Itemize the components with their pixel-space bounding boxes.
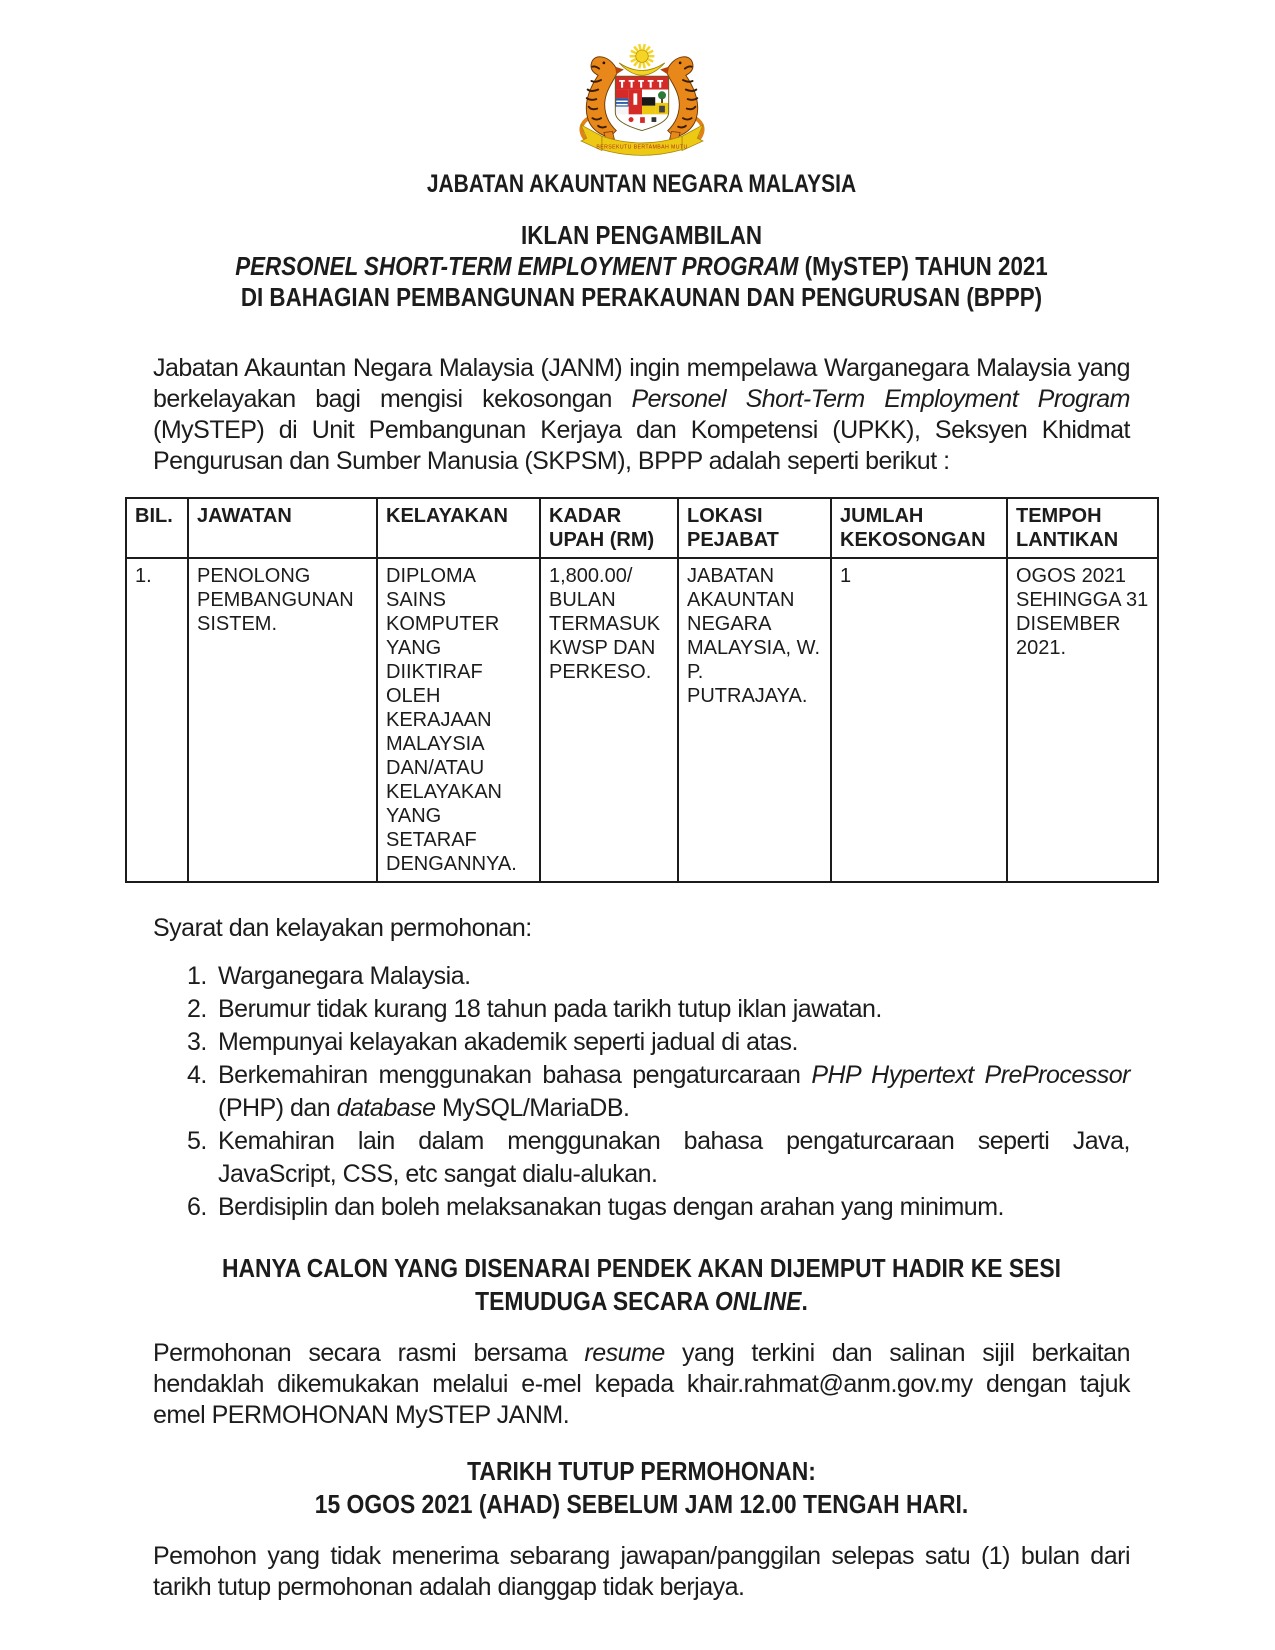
col-header-kelayakan: KELAYAKAN bbox=[377, 498, 540, 558]
sun-icon bbox=[635, 50, 647, 62]
cell-bil: 1. bbox=[126, 558, 188, 882]
application-paragraph: Permohonan secara rasmi bersama resume yang terkini dan salinan sijil berkaitan hendaklah dikemukakan melalui e-mel kepada khair.rahmat@anm.gov.my dengan tajuk emel PERMOHONAN MySTEP JANM. bbox=[153, 1339, 1130, 1429]
list-item bbox=[153, 1026, 1130, 1059]
list-item-number: 6. bbox=[187, 1193, 207, 1221]
motto-text: BERSEKUTU BERTAMBAH MUTU bbox=[595, 144, 688, 151]
list-item-number: 3. bbox=[187, 1028, 207, 1056]
shortlist-note bbox=[153, 1252, 1130, 1318]
deadline-line-1: TARIKH TUTUP PERMOHONAN: bbox=[467, 1456, 816, 1486]
cell-jumlah: 1 bbox=[831, 558, 1007, 882]
list-item-text: Berumur tidak kurang 18 tahun pada tarikh tutup iklan jawatan. bbox=[218, 995, 882, 1023]
list-item bbox=[153, 960, 1130, 993]
vacancy-table bbox=[125, 497, 1159, 883]
cell-tempoh: OGOS 2021 SEHINGGA 31 DISEMBER 2021. bbox=[1007, 558, 1158, 882]
list-item bbox=[153, 993, 1130, 1026]
col-header-kadar-upah: KADAR UPAH (RM) bbox=[540, 498, 678, 558]
list-item-number: 2. bbox=[187, 995, 207, 1023]
requirements-list bbox=[153, 960, 1130, 1224]
title-line-3: DI BAHAGIAN PEMBANGUNAN PERAKAUNAN DAN PENGURUSAN (BPPP) bbox=[240, 282, 1043, 312]
shortlist-note-line-1: HANYA CALON YANG DISENARAI PENDEK AKAN DIJEMPUT HADIR KE SESI bbox=[221, 1253, 1062, 1283]
title-block bbox=[153, 220, 1130, 313]
col-header-bil: BIL. bbox=[126, 498, 188, 558]
table-row bbox=[126, 558, 1158, 882]
list-item-number: 5. bbox=[187, 1127, 207, 1155]
cell-kadar-upah: 1,800.00/ BULAN TERMASUK KWSP DAN PERKESO. bbox=[540, 558, 678, 882]
list-item-text: Mempunyai kelayakan akademik seperti jadual di atas. bbox=[218, 1028, 798, 1056]
cell-lokasi: JABATAN AKAUNTAN NEGARA MALAYSIA, W. P. PUTRAJAYA. bbox=[678, 558, 831, 882]
col-header-jawatan: JAWATAN bbox=[188, 498, 377, 558]
list-item bbox=[153, 1125, 1130, 1191]
crescent-icon bbox=[619, 63, 665, 75]
list-item-text: Kemahiran lain dalam menggunakan bahasa pengaturcaraan seperti Java, JavaScript, CSS, etc sangat dialu-alukan. bbox=[218, 1127, 1130, 1188]
title-line-1: IKLAN PENGAMBILAN bbox=[521, 220, 762, 250]
col-header-tempoh: TEMPOH LANTIKAN bbox=[1007, 498, 1158, 558]
col-header-jumlah: JUMLAH KEKOSONGAN bbox=[831, 498, 1007, 558]
malaysia-coat-of-arms-icon bbox=[556, 40, 728, 162]
list-item-text: Warganegara Malaysia. bbox=[218, 962, 471, 990]
org-name: JABATAN AKAUNTAN NEGARA MALAYSIA bbox=[426, 170, 857, 198]
list-item-text: Berdisiplin dan boleh melaksanakan tugas dengan arahan yang minimum. bbox=[218, 1193, 1004, 1221]
list-item-number: 4. bbox=[187, 1061, 207, 1089]
emblem-container bbox=[153, 40, 1130, 167]
table-header-row bbox=[126, 498, 1158, 558]
list-item bbox=[153, 1059, 1130, 1125]
cell-kelayakan: DIPLOMA SAINS KOMPUTER YANG DIIKTIRAF OLEH KERAJAAN MALAYSIA DAN/ATAU KELAYAKAN YANG SETARAF DENGANNYA. bbox=[377, 558, 540, 882]
requirements-heading: Syarat dan kelayakan permohonan: bbox=[153, 914, 532, 942]
list-item-number: 1. bbox=[187, 962, 207, 990]
intro-paragraph: Jabatan Akauntan Negara Malaysia (JANM) ingin mempelawa Warganegara Malaysia yang berkelayakan bagi mengisi kekosongan Personel Short-Term Employment Program (MySTEP) di Unit Pembangunan Kerjaya dan Kompetensi (UPKK), Seksyen Khidmat Pengurusan dan Sumber Manusia (SKPSM), BPPP adalah seperti berikut : bbox=[153, 354, 1131, 475]
col-header-lokasi: LOKASI PEJABAT bbox=[678, 498, 831, 558]
list-item bbox=[153, 1191, 1130, 1224]
cell-jawatan: PENOLONG PEMBANGUNAN SISTEM. bbox=[188, 558, 377, 882]
shortlist-note-line-2: TEMUDUGA SECARA ONLINE. bbox=[475, 1286, 808, 1316]
list-item-text: Berkemahiran menggunakan bahasa pengaturcaraan PHP Hypertext PreProcessor (PHP) dan database MySQL/MariaDB. bbox=[218, 1061, 1130, 1122]
deadline-block bbox=[153, 1455, 1130, 1521]
deadline-line-2: 15 OGOS 2021 (AHAD) SEBELUM JAM 12.00 TENGAH HARI. bbox=[314, 1489, 969, 1519]
title-line-2: PERSONEL SHORT-TERM EMPLOYMENT PROGRAM (MySTEP) TAHUN 2021 bbox=[235, 251, 1048, 281]
closing-note: Pemohon yang tidak menerima sebarang jawapan/panggilan selepas satu (1) bulan dari tarikh tutup permohonan adalah dianggap tidak berjaya. bbox=[153, 1542, 1130, 1601]
